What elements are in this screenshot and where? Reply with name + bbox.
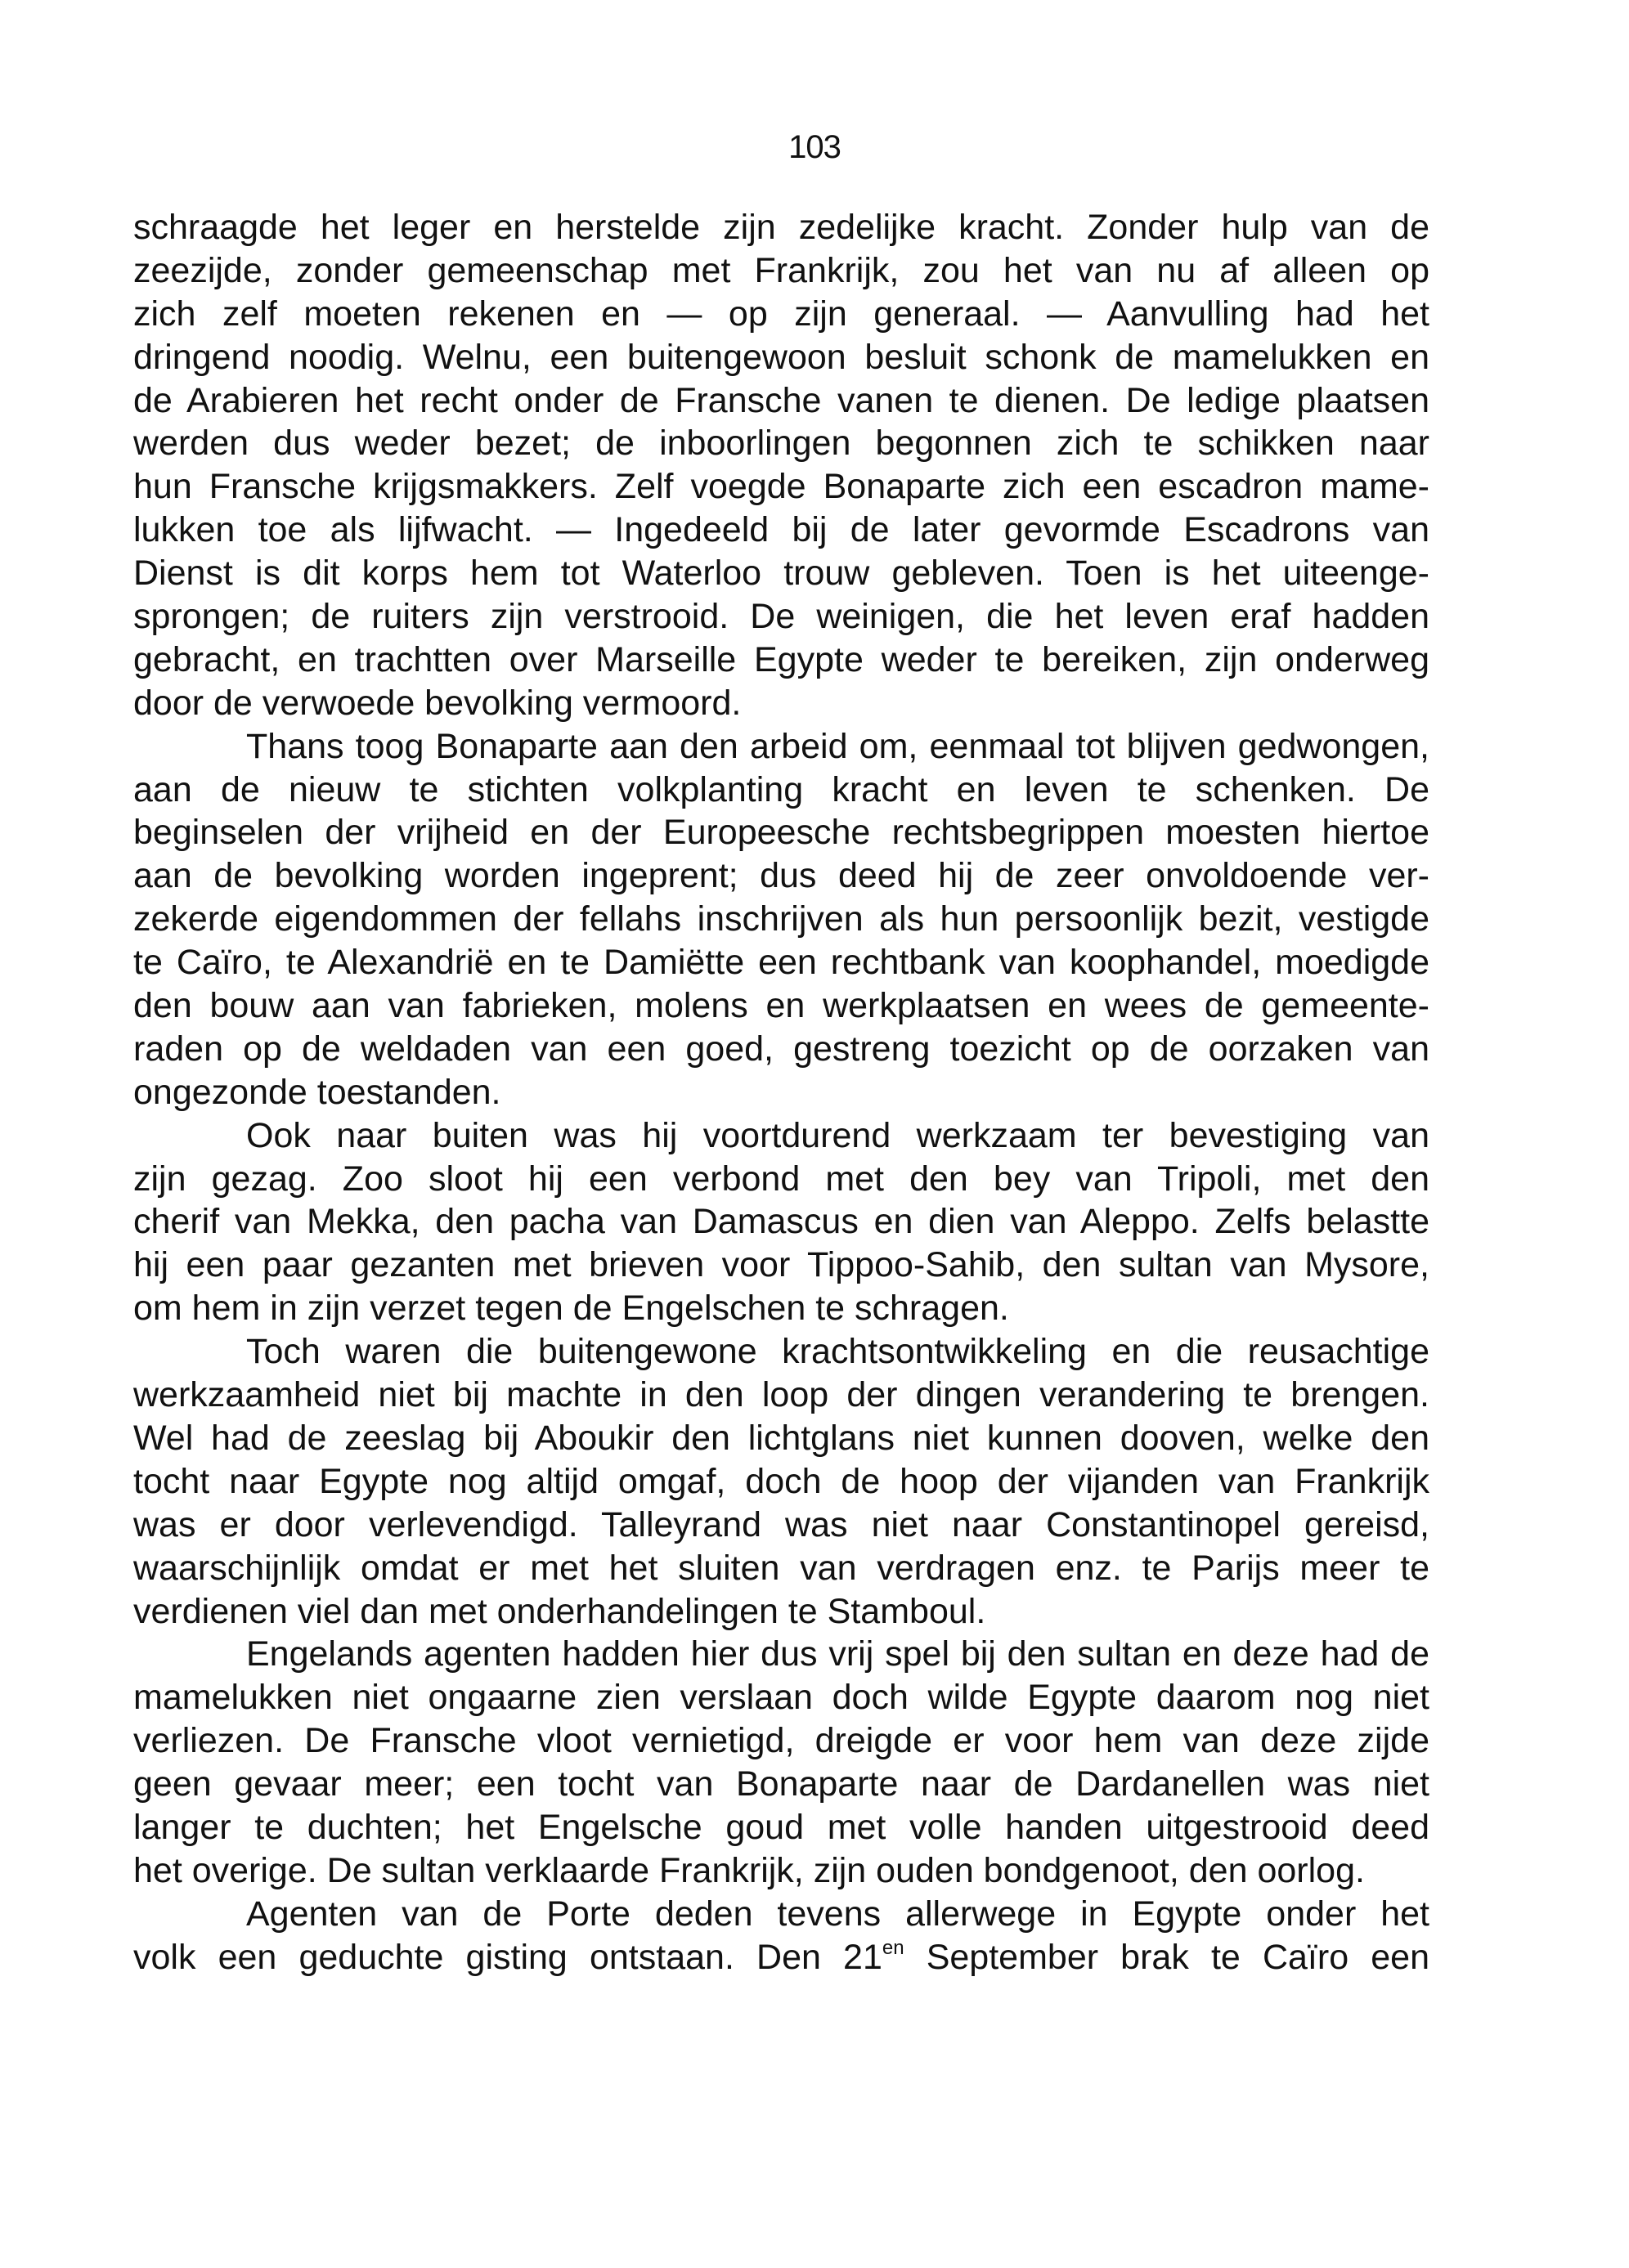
text-line: ongezonde toestanden. <box>133 1072 501 1112</box>
text-line: Engelands agenten hadden hier dus vrij spel bij den sultan en deze had de <box>246 1634 1429 1674</box>
text-line: werden dus weder bezet; de inboorlingen begonnen zich te schikken naar <box>133 424 1429 464</box>
text-line: Dienst is dit korps hem tot Waterloo trouw gebleven. Toen is het uiteenge- <box>133 554 1429 594</box>
text-line: beginselen der vrijheid en der Europeesche rechtsbegrippen moesten hiertoe <box>133 813 1429 853</box>
text-segment: September brak te Caïro een <box>904 1937 1429 1977</box>
text-line: Thans toog Bonaparte aan den arbeid om, eenmaal tot blijven gedwongen, <box>246 726 1429 766</box>
superscript: en <box>882 1936 904 1959</box>
text-line: zekerde eigendommen der fellahs inschrijven als hun persoonlijk bezit, vestigde <box>133 899 1429 939</box>
paragraph <box>133 1633 1429 1892</box>
text-line: schraagde het leger en herstelde zijn zedelijke kracht. Zonder hulp van de <box>133 208 1429 247</box>
text-line: langer te duchten; het Engelsche goud met volle handen uitgestrooid deed <box>133 1807 1429 1847</box>
text-line: verliezen. De Fransche vloot vernietigd, dreigde er voor hem van deze zijde <box>133 1721 1429 1761</box>
text-line: werkzaamheid niet bij machte in den loop der dingen verandering te brengen. <box>133 1375 1429 1415</box>
text-line: raden op de weldaden van een goed, gestreng toezicht op de oorzaken van <box>133 1029 1429 1069</box>
paragraph <box>133 725 1429 1114</box>
text-line: hun Fransche krijgsmakkers. Zelf voegde Bonaparte zich een escadron mame- <box>133 467 1429 507</box>
text-line: tocht naar Egypte nog altijd omgaf, doch de hoop der vijanden van Frankrijk <box>133 1461 1429 1501</box>
text-line: te Caïro, te Alexandrië en te Damiëtte een rechtbank van koophandel, moedigde <box>133 943 1429 983</box>
text-line: Wel had de zeeslag bij Aboukir den lichtglans niet kunnen dooven, welke den <box>133 1418 1429 1458</box>
text-line: waarschijnlijk omdat er met het sluiten van verdragen enz. te Parijs meer te <box>133 1548 1429 1588</box>
text-line: zeezijde, zonder gemeenschap met Frankrijk, zou het van nu af alleen op <box>133 250 1429 290</box>
text-line: het overige. De sultan verklaarde Frankrijk, zijn ouden bondgenoot, den oorlog. <box>133 1850 1365 1890</box>
text-line: geen gevaar meer; een tocht van Bonaparte naar de Dardanellen was niet <box>133 1764 1429 1804</box>
text-line: om hem in zijn verzet tegen de Engelschen te schragen. <box>133 1289 1009 1329</box>
paragraph <box>133 1330 1429 1633</box>
body-text <box>133 206 1429 1979</box>
text-line: lukken toe als lijfwacht. — Ingedeeld bij de later gevormde Escadrons van <box>133 510 1429 550</box>
text-line: zijn gezag. Zoo sloot hij een verbond met den bey van Tripoli, met den <box>133 1159 1429 1199</box>
text-line: den bouw aan van fabrieken, molens en werkplaatsen en wees de gemeente- <box>133 986 1429 1026</box>
paragraph <box>133 1114 1429 1330</box>
text-line: was er door verlevendigd. Talleyrand was niet naar Constantinopel gereisd, <box>133 1504 1429 1544</box>
text-line: de Arabieren het recht onder de Fransche vanen te dienen. De ledige plaatsen <box>133 380 1429 420</box>
text-line: Agenten van de Porte deden tevens allerwege in Egypte onder het <box>246 1894 1429 1934</box>
text-line: hij een paar gezanten met brieven voor Tippoo-Sahib, den sultan van Mysore, <box>133 1245 1429 1285</box>
text-line: sprongen; de ruiters zijn verstrooid. De weinigen, die het leven eraf hadden <box>133 597 1429 637</box>
text-segment: volk een geduchte gisting ontstaan. Den 21 <box>133 1937 882 1977</box>
text-line: cherif van Mekka, den pacha van Damascus en dien van Aleppo. Zelfs belastte <box>133 1202 1429 1242</box>
text-line: Ook naar buiten was hij voortdurend werkzaam ter bevestiging van <box>246 1115 1429 1155</box>
paragraph <box>133 206 1429 725</box>
paragraph <box>133 1893 1429 1979</box>
text-line: aan de nieuw te stichten volkplanting kracht en leven te schenken. De <box>133 769 1429 809</box>
text-line: dringend noodig. Welnu, een buitengewoon besluit schonk de mamelukken en <box>133 337 1429 377</box>
text-line: Toch waren die buitengewone krachtsontwikkeling en die reusachtige <box>246 1332 1429 1372</box>
text-line <box>133 1936 1429 1979</box>
text-line: mamelukken niet ongaarne zien verslaan doch wilde Egypte daarom nog niet <box>133 1678 1429 1718</box>
page-number: 103 <box>788 129 841 165</box>
text-line: verdienen viel dan met onderhandelingen te Stamboul. <box>133 1591 986 1631</box>
text-line: door de verwoede bevolking vermoord. <box>133 683 742 723</box>
text-line: gebracht, en trachtten over Marseille Egypte weder te bereiken, zijn onderweg <box>133 639 1429 679</box>
text-line: aan de bevolking worden ingeprent; dus deed hij de zeer onvoldoende ver- <box>133 856 1429 896</box>
text-line: zich zelf moeten rekenen en — op zijn generaal. — Aanvulling had het <box>133 294 1429 334</box>
